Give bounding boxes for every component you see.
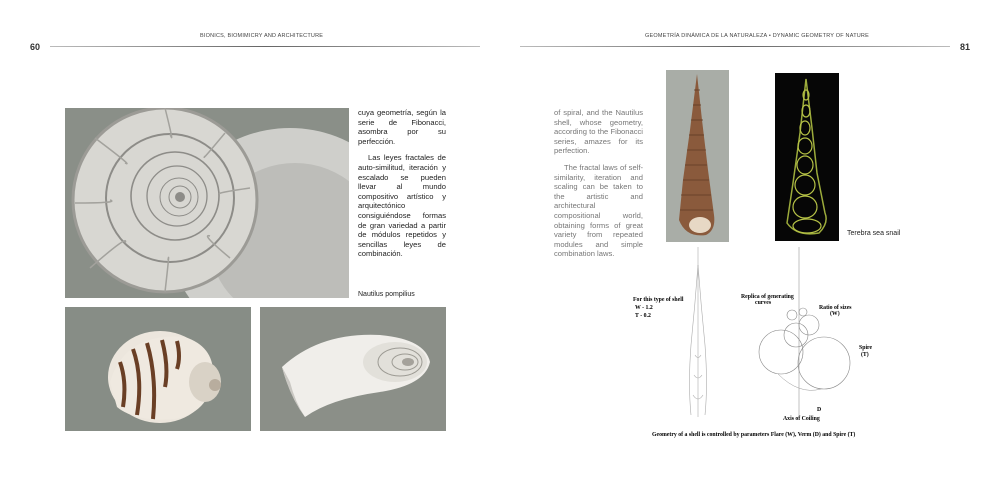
terebra-caption: Terebra sea snail — [847, 230, 901, 237]
cut-nautilus-photo — [260, 307, 446, 431]
label-ratio: Ratio of sizes — [819, 305, 852, 311]
label-ratio-2: (W) — [830, 311, 840, 317]
label-replica: Replica of generating — [741, 294, 794, 300]
nautilus-caption: Nautilus pompilius — [358, 291, 415, 298]
label-d: D — [817, 407, 822, 413]
label-w-value: W - 1.2 — [635, 305, 653, 311]
english-paragraph-2: The fractal laws of self-similarity, iteration and scaling can be taken to the artistic and architectural compositional world, obtaining forms of great variety from repeated modules and simple combination laws. — [554, 162, 643, 259]
label-axis: Axis of Coiling — [783, 416, 820, 422]
left-page-number: 60 — [30, 42, 41, 52]
terebra-xray-photo — [775, 73, 839, 241]
label-replica-2: curves — [755, 300, 772, 306]
striped-nautilus-photo — [65, 307, 251, 431]
spanish-paragraph-2: Las leyes fractales de auto-similitud, iteración y escalado se pueden llevar al mundo compositivo artístico y arquitectónico consiguiéndose formas de gran variedad a partir de módulos repetidos y sencillas leyes de combinación. — [358, 153, 446, 259]
label-spire: Spire — [859, 345, 873, 351]
right-running-title: GEOMETRÍA DINÁMICA DE LA NATURALEZA • DYNAMIC GEOMETRY OF NATURE — [645, 33, 869, 39]
diagram-caption: Geometry of a shell is controlled by parameters Flare (W), Verm (D) and Spire (T) — [652, 432, 856, 438]
english-text-column — [554, 108, 643, 266]
left-header-rule — [50, 46, 480, 47]
nautilus-section-photo — [65, 108, 349, 298]
right-header-rule — [520, 46, 950, 47]
right-page-number: 81 — [960, 42, 971, 52]
elongated-shell-drawing — [690, 247, 707, 417]
english-paragraph-1: of spiral, and the Nautilus shell, whose geometry, according to the Fibonacci series, amazes for its perfection. — [554, 108, 643, 156]
label-t-value: T - 0.2 — [635, 313, 651, 319]
generating-curves — [759, 308, 850, 389]
label-shell-type: For this type of shell — [633, 297, 684, 303]
label-spire-2: (T) — [861, 352, 869, 358]
terebra-shell-photo — [666, 70, 729, 242]
shell-geometry-diagram — [623, 245, 878, 441]
spanish-text-column — [358, 108, 446, 266]
spanish-paragraph-1: cuya geometría, según la serie de Fibonacci, asombra por su perfección. — [358, 108, 446, 146]
left-running-title: BIONICS, BIOMIMICRY AND ARCHITECTURE — [200, 33, 324, 39]
